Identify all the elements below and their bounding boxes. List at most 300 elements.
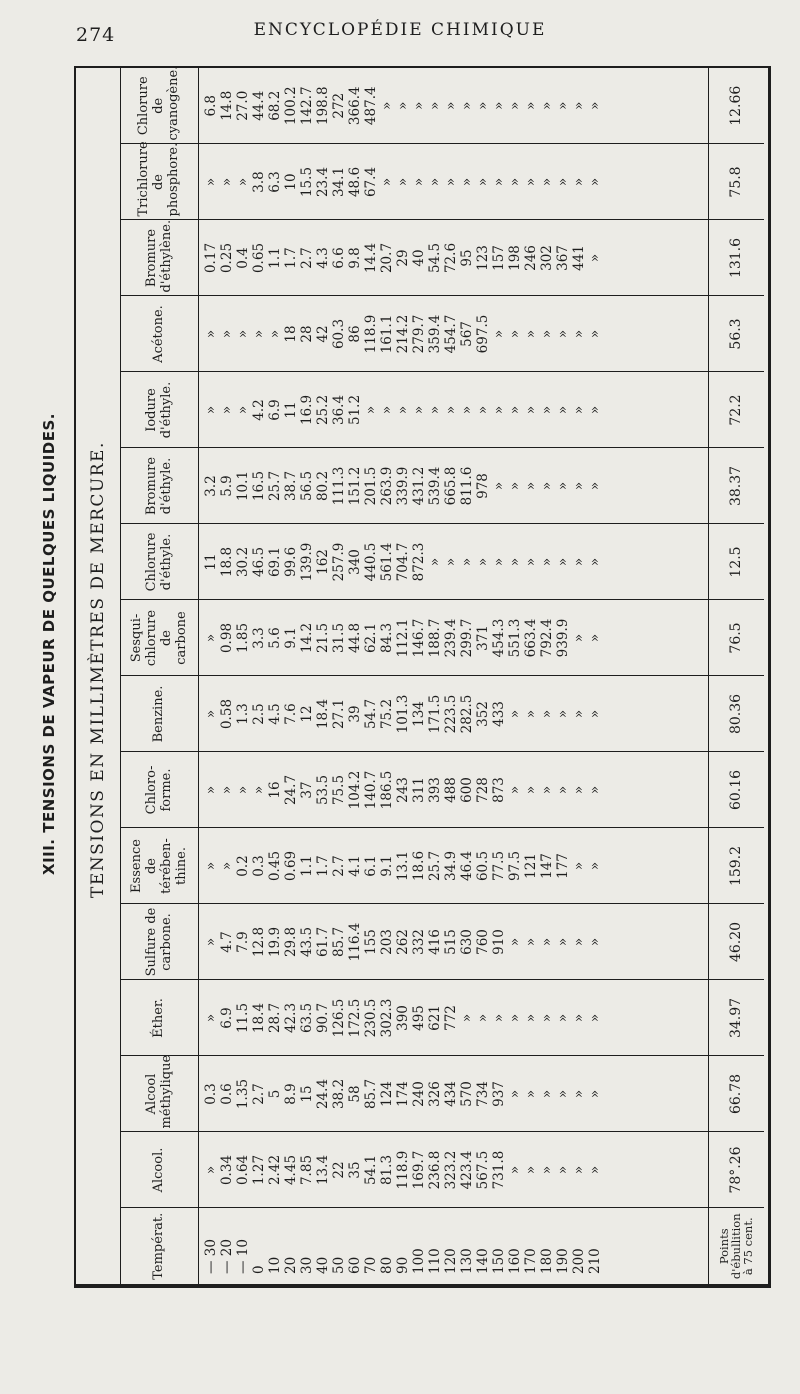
table-cell: 371 (474, 625, 491, 651)
table-cell: » (458, 1013, 475, 1023)
column-header: Alcool méthylique (120, 1056, 198, 1132)
table-cell: 236.8 (426, 1150, 443, 1190)
table-cell: » (522, 785, 539, 795)
table-cell: » (586, 937, 603, 947)
table-cell: » (522, 405, 539, 415)
table-cell: 434 (442, 1081, 459, 1107)
table-cell: » (586, 481, 603, 491)
table-subtitle-band (76, 68, 121, 1284)
table-cell: 978 (474, 473, 491, 499)
table-cell: » (538, 481, 555, 491)
table-cell: 116.4 (346, 922, 363, 962)
table-cell: 665.8 (442, 466, 459, 506)
table-cell: 61.7 (314, 926, 331, 958)
table-cell: 9.8 (346, 247, 363, 269)
table-cell: 169.7 (410, 1150, 427, 1190)
column-header: Éther. (120, 980, 198, 1056)
table-cell: 6.6 (330, 247, 347, 269)
table-cell: » (394, 405, 411, 415)
table-cell: 18 (282, 325, 299, 343)
table-cell: 4.7 (218, 931, 235, 953)
table-cell: 25.7 (266, 470, 283, 502)
table-cell: 731.8 (490, 1150, 507, 1190)
table-cell: 0.65 (250, 242, 267, 274)
table-cell: » (506, 177, 523, 187)
boiling-point: 38.37 (708, 448, 764, 524)
table-cell: 246 (522, 245, 539, 271)
column-header: Trichlorure de phosphore. (120, 144, 198, 220)
table-cell: » (490, 1013, 507, 1023)
table-cell: » (570, 1013, 587, 1023)
table-cell: 539.4 (426, 466, 443, 506)
table-cell: 16 (266, 781, 283, 799)
table-cell: » (250, 329, 267, 339)
table-cell: 99.6 (282, 546, 299, 578)
table-cell: » (218, 405, 235, 415)
table-cell: » (218, 177, 235, 187)
table-cell: » (522, 177, 539, 187)
table-cell: 21.5 (314, 622, 331, 654)
table-cell: » (362, 405, 379, 415)
table-cell: 118.9 (362, 314, 379, 354)
table-cell: 6.3 (266, 171, 283, 193)
table-cell: 118.9 (394, 1150, 411, 1190)
table-cell: » (586, 329, 603, 339)
table-cell: 34.1 (330, 166, 347, 198)
table-cell: » (426, 101, 443, 110)
table-cell: » (538, 557, 555, 567)
temperature-value: 120 (442, 1248, 459, 1274)
vapor-pressure-table (120, 65, 764, 1284)
table-cell: 155 (362, 929, 379, 955)
table-cell: 62.1 (362, 622, 379, 654)
table-cell: » (586, 253, 603, 263)
table-cell: 340 (346, 549, 363, 575)
table-cell: » (538, 329, 555, 339)
table-cell: 663.4 (522, 618, 539, 658)
table-cell: 40 (410, 249, 427, 267)
table-cell: 29.8 (282, 926, 299, 958)
table-cell: 56.5 (298, 470, 315, 502)
table-cell: 16.5 (250, 470, 267, 502)
table-cell: » (506, 1089, 523, 1099)
table-cell: » (474, 557, 491, 567)
table-cell: 29 (394, 249, 411, 267)
table-cell: 10 (282, 173, 299, 191)
table-cell: » (458, 405, 475, 415)
table-cell: 157 (490, 245, 507, 271)
table-cell: » (202, 1013, 219, 1023)
table-values-row (198, 68, 708, 1284)
table-cell: 100.2 (282, 86, 299, 126)
temperature-value: 170 (522, 1248, 539, 1274)
table-cell: » (506, 101, 523, 110)
table-cell: 37 (298, 781, 315, 799)
table-cell: 359.4 (426, 314, 443, 354)
table-cell: 873 (490, 777, 507, 803)
boiling-point: 159.2 (708, 828, 764, 904)
table-cell: 1.1 (266, 247, 283, 269)
table-cell: 54.1 (362, 1154, 379, 1186)
table-cell: 302 (538, 245, 555, 271)
table-cell: 39 (346, 705, 363, 723)
table-cell: 5.9 (218, 475, 235, 497)
table-cell: 58 (346, 1085, 363, 1103)
boiling-point: 72.2 (708, 372, 764, 448)
table-cell: » (570, 633, 587, 643)
table-cell: 10.1 (234, 470, 251, 502)
table-cell: » (378, 101, 395, 110)
table-cell: 22 (330, 1161, 347, 1179)
table-cell: 44.4 (250, 90, 267, 121)
table-cell: » (234, 785, 251, 795)
table-cell: 454.7 (442, 314, 459, 354)
table-cell: 487.4 (362, 86, 379, 126)
table-cell: » (442, 177, 459, 187)
table-cell: 121 (522, 853, 539, 879)
table-cell: » (554, 405, 571, 415)
boiling-point: 56.3 (708, 296, 764, 372)
temperature-value: 130 (458, 1248, 475, 1274)
table-cell: 393 (426, 777, 443, 803)
table-cell: 440.5 (362, 542, 379, 582)
table-cell: 174 (394, 1081, 411, 1107)
table-cell: 15.5 (298, 166, 315, 198)
table-cell: 9.1 (282, 627, 299, 649)
table-cell: 760 (474, 929, 491, 955)
value-column (198, 524, 708, 600)
table-cell: 38.2 (330, 1078, 347, 1110)
table-cell: » (522, 1165, 539, 1175)
table-cell: » (522, 557, 539, 567)
table-cell: 48.6 (346, 166, 363, 198)
temperature-value: 0 (250, 1265, 267, 1274)
table-cell: 2.5 (250, 703, 267, 725)
table-cell: 299.7 (458, 618, 475, 658)
table-cell: » (378, 405, 395, 415)
table-cell: 0.3 (202, 1083, 219, 1105)
table-cell: 97.5 (506, 850, 523, 882)
table-cell: » (490, 557, 507, 567)
table-cell: 124 (378, 1081, 395, 1107)
value-column (198, 1056, 708, 1132)
table-cell: 126.5 (330, 998, 347, 1038)
table-cell: » (554, 177, 571, 187)
table-cell: 223.5 (442, 694, 459, 734)
table-cell: » (522, 709, 539, 719)
value-column (198, 372, 708, 448)
table-cell: » (202, 861, 219, 871)
table-cell: » (426, 405, 443, 415)
table-cell: 2.7 (298, 247, 315, 269)
table-cell: » (538, 1013, 555, 1023)
temperature-value: 200 (570, 1248, 587, 1274)
table-cell: » (442, 101, 459, 110)
table-cell: » (250, 785, 267, 795)
table-cell: 23.4 (314, 166, 331, 198)
table-cell: » (586, 101, 603, 110)
table-cell: » (554, 329, 571, 339)
table-cell: » (554, 481, 571, 491)
table-cell: 5.6 (266, 627, 283, 649)
table-cell: 60.5 (474, 850, 491, 882)
table-cell: » (522, 481, 539, 491)
column-header: Acétone. (120, 296, 198, 372)
table-cell: 8.9 (282, 1083, 299, 1105)
table-cell: 67.4 (362, 166, 379, 198)
table-cell: 123 (474, 245, 491, 271)
table-cell: 46.5 (250, 546, 267, 578)
table-cell: » (522, 101, 539, 110)
table-cell: 323.2 (442, 1150, 459, 1190)
table-cell: 147 (538, 853, 555, 879)
temperature-value: 80 (378, 1256, 395, 1274)
table-cell: 198.8 (314, 86, 331, 126)
table-cell: 101.3 (394, 694, 411, 734)
table-cell: 433 (490, 701, 507, 727)
temperature-value: 10 (266, 1256, 283, 1274)
table-title: XIII. TENSIONS DE VAPEUR DE QUELQUES LIQUIDES. (40, 413, 58, 875)
table-cell: 390 (394, 1005, 411, 1031)
table-cell: 68.2 (266, 90, 283, 121)
table-cell: » (234, 177, 251, 187)
table-cell: » (458, 101, 475, 110)
table-cell: » (506, 1165, 523, 1175)
table-cell: » (506, 1013, 523, 1023)
value-column (198, 676, 708, 752)
table-cell: » (234, 405, 251, 415)
temperature-value: 180 (538, 1248, 555, 1274)
table-cell: 302.3 (378, 998, 395, 1038)
rotated-table-container (120, 65, 768, 1284)
table-subtitle: TENSIONS EN MILLIMÈTRES DE MERCURE. (88, 441, 108, 898)
table-cell: » (570, 937, 587, 947)
table-cell: » (570, 329, 587, 339)
table-cell: » (586, 1089, 603, 1099)
table-cell: 1.27 (250, 1154, 267, 1186)
table-cell: 86 (346, 325, 363, 343)
table-cell: 366.4 (346, 86, 363, 126)
table-cell: » (586, 861, 603, 871)
table-cell: » (506, 709, 523, 719)
table-cell: 42.3 (282, 1002, 299, 1034)
table-cell: 18.4 (314, 698, 331, 730)
table-cell: 18.8 (218, 546, 235, 578)
table-cell: 4.45 (282, 1154, 299, 1186)
table-cell: 352 (474, 701, 491, 727)
table-cell: 600 (458, 777, 475, 803)
table-cell: » (538, 101, 555, 110)
vapor-pressure-table-frame (74, 66, 771, 1288)
table-cell: » (554, 1165, 571, 1175)
table-cell: 85.7 (362, 1078, 379, 1110)
table-cell: 570 (458, 1081, 475, 1107)
table-cell: » (394, 101, 411, 110)
table-cell: 80.2 (314, 470, 331, 502)
table-cell: » (554, 785, 571, 795)
table-cell: » (586, 709, 603, 719)
table-cell: 44.8 (346, 622, 363, 654)
table-cell: 2.7 (330, 855, 347, 877)
table-cell: 27.0 (234, 90, 251, 121)
table-cell: 13.4 (314, 1154, 331, 1186)
boiling-point: 34.97 (708, 980, 764, 1056)
table-cell: 0.3 (250, 855, 267, 877)
temperature-value: — 20 (218, 1239, 235, 1274)
table-cell: » (202, 177, 219, 187)
table-cell: 939.9 (554, 618, 571, 658)
table-cell: 19.9 (266, 926, 283, 958)
table-cell: 792.4 (538, 618, 555, 658)
table-cell: 6.9 (266, 399, 283, 421)
temperature-value: 30 (298, 1256, 315, 1274)
table-cell: 4.1 (346, 855, 363, 877)
table-cell: » (410, 101, 427, 110)
table-cell: » (474, 1013, 491, 1023)
table-cell: 25.2 (314, 394, 331, 426)
table-cell: » (522, 937, 539, 947)
table-cell: » (506, 557, 523, 567)
table-cell: » (426, 177, 443, 187)
table-cell: 34.9 (442, 850, 459, 882)
table-cell: 134 (410, 701, 427, 727)
table-cell: » (570, 709, 587, 719)
table-cell: 20.7 (378, 242, 395, 274)
table-cell: » (202, 937, 219, 947)
table-cell: 3.8 (250, 171, 267, 193)
table-cell: » (554, 1013, 571, 1023)
table-cell: » (586, 177, 603, 187)
table-cell: 0.4 (234, 247, 251, 269)
table-cell: 0.25 (218, 242, 235, 274)
table-cell: 630 (458, 929, 475, 955)
table-cell: 151.2 (346, 466, 363, 506)
value-column (198, 828, 708, 904)
table-cell: 1.35 (234, 1078, 251, 1110)
boiling-points-label: Points d'ébullition à 75 cent. (708, 1208, 764, 1284)
table-cell: 13.1 (394, 850, 411, 882)
table-cell: » (586, 1013, 603, 1023)
column-header: Bromure d'éthyle. (120, 448, 198, 524)
table-cell: 332 (410, 929, 427, 955)
table-cell: 561.4 (378, 542, 395, 582)
table-cell: 872.3 (410, 542, 427, 582)
table-cell: 1.85 (234, 622, 251, 654)
table-cell: » (202, 709, 219, 719)
column-header: Iodure d'éthyle. (120, 372, 198, 448)
table-cell: 910 (490, 929, 507, 955)
temperature-value: 110 (426, 1248, 443, 1274)
boiling-point: 12.5 (708, 524, 764, 600)
table-cell: 704.7 (394, 542, 411, 582)
table-cell: » (586, 785, 603, 795)
table-cell: 85.7 (330, 926, 347, 958)
table-cell: 416 (426, 929, 443, 955)
temperature-value: 190 (554, 1248, 571, 1274)
table-cell: » (570, 405, 587, 415)
table-cell: » (522, 329, 539, 339)
temperature-value: 90 (394, 1256, 411, 1274)
table-cell: 243 (394, 777, 411, 803)
table-cell: 162 (314, 549, 331, 575)
table-cell: 172.5 (346, 998, 363, 1038)
table-cell: 18.4 (250, 1002, 267, 1034)
boiling-point: 76.5 (708, 600, 764, 676)
table-cell: » (218, 329, 235, 339)
table-cell: 431.2 (410, 466, 427, 506)
table-cell: » (538, 1165, 555, 1175)
table-cell: 139.9 (298, 542, 315, 582)
table-cell: 11.5 (234, 1002, 251, 1034)
table-cell: 239.4 (442, 618, 459, 658)
boiling-point: 12.66 (708, 68, 764, 144)
table-cell: 43.5 (298, 926, 315, 958)
table-cell: 326 (426, 1081, 443, 1107)
table-cell: 567 (458, 321, 475, 347)
table-cell: » (570, 481, 587, 491)
table-cell: 104.2 (346, 770, 363, 810)
table-cell: 28 (298, 325, 315, 343)
table-cell: 77.5 (490, 850, 507, 882)
table-cell: 35 (346, 1161, 363, 1179)
table-cell: 38.7 (282, 470, 299, 502)
table-cell: » (506, 481, 523, 491)
table-cell: 495 (410, 1005, 427, 1031)
table-cell: » (554, 101, 571, 110)
table-cell: 75.2 (378, 698, 395, 730)
table-cell: » (586, 1165, 603, 1175)
table-cell: 0.34 (218, 1154, 235, 1186)
table-cell: 11 (282, 401, 299, 419)
table-cell: 203 (378, 929, 395, 955)
table-cell: » (474, 177, 491, 187)
temperature-value: — 30 (202, 1239, 219, 1274)
column-header: Chlorure de cyanogène. (120, 68, 198, 144)
temperature-value: 140 (474, 1248, 491, 1274)
column-header: Essence de térében-thine. (120, 828, 198, 904)
table-cell: 14.2 (298, 622, 315, 654)
table-cell: » (586, 557, 603, 567)
table-cell: 161.1 (378, 314, 395, 354)
table-cell: » (570, 1089, 587, 1099)
temperature-value: — 10 (234, 1239, 251, 1274)
table-cell: 95 (458, 249, 475, 267)
value-column (198, 296, 708, 372)
table-cell: » (202, 405, 219, 415)
table-cell: 263.9 (378, 466, 395, 506)
table-cell: 262 (394, 929, 411, 955)
table-cell: 0.58 (218, 698, 235, 730)
column-header: Sulfure de carbone. (120, 904, 198, 980)
table-cell: » (570, 557, 587, 567)
table-cell: 6.1 (362, 855, 379, 877)
table-cell: » (202, 1165, 219, 1175)
temperature-column (198, 1208, 708, 1284)
table-cell: 240 (410, 1081, 427, 1107)
table-cell: 142.7 (298, 86, 315, 126)
table-cell: » (554, 709, 571, 719)
table-cell: » (538, 937, 555, 947)
table-cell: 454.3 (490, 618, 507, 658)
table-cell: 16.9 (298, 394, 315, 426)
table-cell: 423.4 (458, 1150, 475, 1190)
table-cell: » (442, 405, 459, 415)
table-cell: 567.5 (474, 1150, 491, 1190)
table-cell: 14.8 (218, 90, 235, 121)
temperature-value: 150 (490, 1248, 507, 1274)
temperature-value: 210 (586, 1248, 603, 1274)
value-column (198, 600, 708, 676)
